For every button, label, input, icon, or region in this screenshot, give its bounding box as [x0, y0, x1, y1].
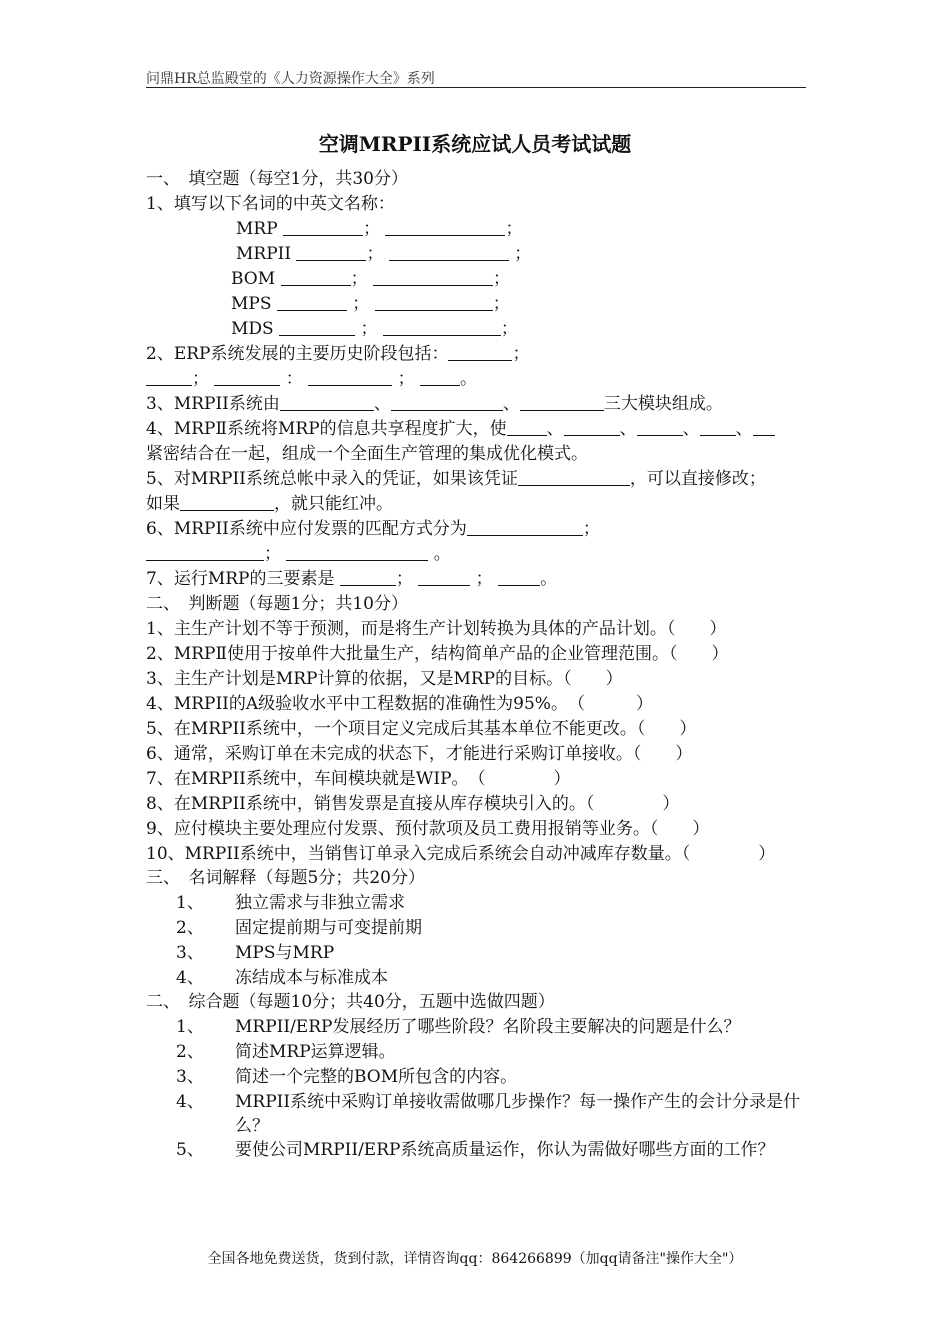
essay-question: 要使公司MRPII/ERP系统高质量运作，你认为需做好哪些方面的工作？ [235, 1140, 775, 1160]
judge-item: 2、MRPⅡ使用于按单件大批量生产，结构简单产品的企业管理范围。（ ） [146, 644, 729, 664]
question-1-5 [146, 468, 766, 490]
judge-item: 9、应付模块主要处理应付发票、预付款项及员工费用报销等业务。（ ） [146, 819, 710, 839]
answer-blank [637, 418, 683, 436]
judge-item: 1、主生产计划不等于预测，而是将生产计划转换为具体的产品计划。（ ） [146, 619, 727, 639]
question-text: 4、MRPⅡ系统将MRP的信息共享程度扩大，使 [146, 419, 507, 439]
question-text: ，就只能红冲。 [274, 494, 393, 514]
blank-cn [296, 243, 366, 261]
question-text: 3、MRPII系统由 [146, 394, 280, 414]
answer-blank [418, 568, 470, 586]
answer-blank [507, 418, 547, 436]
answer-blank [391, 393, 503, 411]
item-number: 4、 [176, 1092, 204, 1112]
answer-blank [498, 568, 540, 586]
answer-blank [564, 418, 620, 436]
item-number: 2、 [176, 918, 204, 938]
question-1-6-cont: ； 。 [146, 543, 451, 565]
answer-blank [467, 518, 583, 536]
page-header: 问鼎HR总监殿堂的《人力资源操作大全》系列 [146, 71, 435, 87]
question-text: 2、ERP系统发展的主要历史阶段包括： [146, 344, 449, 364]
essay-question: 简述MRP运算逻辑。 [235, 1042, 396, 1062]
term-label: MRP [236, 219, 278, 239]
judge-item: 3、主生产计划是MRP计算的依据，又是MRP的目标。（ ） [146, 669, 623, 689]
section-3-heading: 三、 名词解释（每题5分；共20分） [146, 868, 425, 888]
answer-blank [280, 393, 374, 411]
term-row: MRPII ； ； [236, 244, 532, 264]
section-1-heading: 一、 填空题（每空1分，共30分） [146, 169, 408, 189]
item-number: 2、 [176, 1042, 204, 1062]
question-1-1: 1、填写以下名词的中英文名称： [146, 194, 395, 214]
term-label: MRPII [236, 244, 292, 264]
judge-item: 6、通常，采购订单在未完成的状态下，才能进行采购订单接收。（ ） [146, 744, 693, 764]
question-text: 三大模块组成。 [603, 394, 723, 414]
answer-blank [286, 543, 428, 561]
item-number: 3、 [176, 943, 204, 963]
answer-blank [420, 368, 460, 386]
blank-en [373, 268, 493, 286]
blank-cn [277, 293, 347, 311]
question-text: 如果 [146, 494, 180, 514]
page-footer: 全国各地免费送货，货到付款，详情咨询qq：864266899（加qq请备注"操作大全"） [207, 1251, 743, 1267]
judge-item: 5、在MRPII系统中，一个项目定义完成后其基本单位不能更改。（ ） [146, 719, 697, 739]
answer-blank [700, 418, 736, 436]
term-row: MPS ； ； [231, 294, 510, 314]
answer-blank [308, 368, 392, 386]
answer-blank [520, 393, 604, 411]
answer-blank [146, 543, 264, 561]
question-1-6: 6、MRPII系统中应付发票的匹配方式分为 ； [146, 519, 600, 539]
blank-en [383, 318, 501, 336]
item-number: 5、 [176, 1140, 204, 1160]
section-4-heading: 二、 综合题（每题10分；共40分，五题中选做四题） [146, 992, 555, 1012]
judge-item: 10、MRPII系统中，当销售订单录入完成后系统会自动冲减库存数量。（ ） [146, 844, 776, 864]
question-1-4: 4、MRPⅡ系统将MRP的信息共享程度扩大，使 、 、 、 、 [146, 418, 775, 440]
judge-item: 8、在MRPII系统中，销售发票是直接从库存模块引入的。（ ） [146, 794, 680, 814]
essay-question: MRPII/ERP发展经历了哪些阶段？名阶段主要解决的问题是什么？ [235, 1017, 741, 1037]
essay-question: 简述一个完整的BOM所包含的内容。 [235, 1067, 518, 1087]
answer-blank [214, 368, 280, 386]
answer-blank [340, 568, 396, 586]
term-row: BOM ； ； [231, 269, 510, 289]
term-label: BOM [231, 269, 276, 289]
item-number: 4、 [176, 968, 204, 988]
question-1-2: 2、ERP系统发展的主要历史阶段包括： ； [146, 344, 530, 364]
term-question: 冻结成本与标准成本 [235, 968, 388, 988]
essay-question: MRPII系统中采购订单接收需做哪几步操作？每一操作产生的会计分录是什么？ [235, 1092, 801, 1136]
answer-blank [448, 343, 512, 361]
question-text: 5、对MRPII系统总帐中录入的凭证，如果该凭证 [146, 469, 518, 489]
question-1-7: 7、运行MRP的三要素是 ； ； 。 [146, 569, 558, 589]
term-row: MRP ； ； [236, 219, 523, 239]
judge-item: 7、在MRPII系统中，车间模块就是WIP。 （ ） [146, 769, 571, 789]
question-text: 6、MRPII系统中应付发票的匹配方式分为 [146, 519, 467, 539]
question-1-5-cont [146, 493, 393, 515]
question-text: ，可以直接修改； [629, 469, 766, 489]
blank-en [389, 243, 509, 261]
term-label: MDS [231, 319, 274, 339]
blank-cn [279, 318, 355, 336]
blank-cn [283, 218, 363, 236]
answer-blank [146, 368, 192, 386]
section-2-heading: 二、 判断题（每题1分；共10分） [146, 594, 408, 614]
question-text: 7、运行MRP的三要素是 [146, 569, 335, 589]
judge-item: 4、MRPII的A级验收水平中工程数据的准确性为95%。 （ ） [146, 694, 653, 714]
page-title: 空调MRPII系统应试人员考试试题 [318, 132, 632, 156]
term-label: MPS [231, 294, 272, 314]
blank-en [385, 218, 505, 236]
question-1-4-cont: 紧密结合在一起，组成一个全面生产管理的集成优化模式。 [146, 444, 588, 464]
item-number: 1、 [176, 1017, 204, 1037]
question-1-3: 3、MRPII系统由 、 、 三大模块组成。 [146, 394, 723, 414]
blank-en [375, 293, 493, 311]
blank-cn [281, 268, 351, 286]
term-row: MDS ； ； [231, 319, 518, 339]
answer-blank [180, 493, 274, 511]
answer-blank [753, 418, 775, 436]
term-question: 固定提前期与可变提前期 [235, 918, 422, 938]
question-1-2-cont: ； ： ； 。 [146, 368, 477, 390]
item-number: 1、 [176, 893, 204, 913]
term-question: MPS与MRP [235, 943, 335, 963]
header-rule [146, 87, 806, 88]
item-number: 3、 [176, 1067, 204, 1087]
term-question: 独立需求与非独立需求 [235, 893, 405, 913]
answer-blank [518, 468, 630, 486]
